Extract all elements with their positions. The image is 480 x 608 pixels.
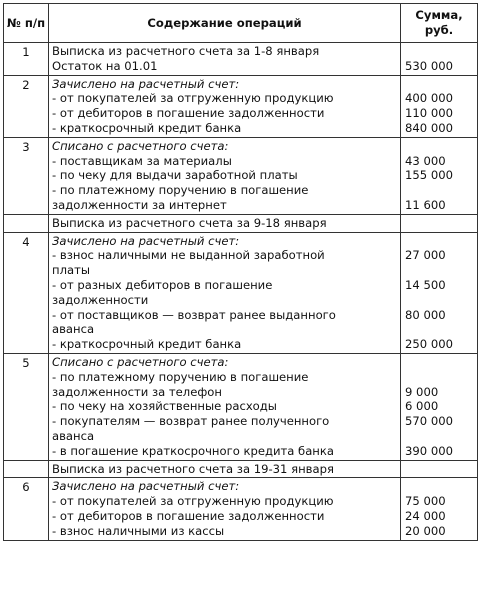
row-amount xyxy=(401,478,478,540)
amount-value: 27 000 xyxy=(405,248,446,263)
row-amount xyxy=(401,137,478,214)
row-line: Выписка из расчетного счета за 1-8 января xyxy=(52,44,320,58)
row-line: аванса xyxy=(52,428,95,443)
row-amount xyxy=(401,214,478,232)
row-content xyxy=(49,478,401,540)
table-row xyxy=(4,478,478,540)
row-num: 2 xyxy=(4,75,49,137)
row-line: - взнос наличными из кассы xyxy=(52,523,225,538)
table-row xyxy=(4,137,478,214)
row-line: аванса xyxy=(52,322,95,337)
row-amount xyxy=(401,43,478,76)
row-num: 6 xyxy=(4,478,49,540)
row-num: 5 xyxy=(4,353,49,460)
row-line: - от дебиторов в погашение задолженности xyxy=(52,106,325,121)
row-content xyxy=(49,460,401,478)
row-content xyxy=(49,43,401,76)
table-row xyxy=(4,214,478,232)
row-amount xyxy=(401,232,478,353)
row-line: - от дебиторов в погашение задолженности xyxy=(52,508,325,523)
amount-value: 43 000 xyxy=(405,153,446,168)
row-line: - по чеку на хозяйственные расходы xyxy=(52,399,277,414)
amount-value: 14 500 xyxy=(405,277,446,292)
row-line: Остаток на 01.01 xyxy=(52,58,158,73)
row-line: - от разных дебиторов в погашение xyxy=(52,277,273,292)
row-line: платы xyxy=(52,263,91,278)
row-num xyxy=(4,460,49,478)
row-line: Выписка из расчетного счета за 9-18 января xyxy=(52,215,327,230)
table-row xyxy=(4,353,478,460)
header-sum: Сумма, руб. xyxy=(401,4,478,43)
amount-value: 110 000 xyxy=(405,106,453,121)
amount-value: 24 000 xyxy=(405,508,446,523)
row-line: - по платежному поручению в погашение xyxy=(52,369,309,384)
amount-value: 530 000 xyxy=(405,58,453,73)
row-amount xyxy=(401,75,478,137)
row-num: 3 xyxy=(4,137,49,214)
amount-value: 155 000 xyxy=(405,168,453,183)
row-title: Списано с расчетного счета: xyxy=(52,138,229,153)
amount-value: 390 000 xyxy=(405,443,453,458)
row-num: 1 xyxy=(4,43,49,76)
row-line: - от покупателей за отгруженную продукцию xyxy=(52,494,334,509)
row-line: - по чеку для выдачи заработной платы xyxy=(52,168,298,183)
row-title: Списано с расчетного счета: xyxy=(52,354,229,369)
row-line: - от покупателей за отгруженную продукцию xyxy=(52,91,334,106)
row-line: - поставщикам за материалы xyxy=(52,153,232,168)
operations-table xyxy=(3,3,478,541)
row-line: - краткосрочный кредит банка xyxy=(52,337,242,352)
row-title: Зачислено на расчетный счет: xyxy=(52,479,240,494)
row-content xyxy=(49,232,401,353)
amount-value: 840 000 xyxy=(405,120,453,135)
table-row xyxy=(4,43,478,76)
row-num: 4 xyxy=(4,232,49,353)
header-content: Содержание операций xyxy=(49,4,401,43)
row-line: Выписка из расчетного счета за 19-31 января xyxy=(52,461,334,476)
table-row xyxy=(4,460,478,478)
amount-value: 6 000 xyxy=(405,399,439,414)
row-line: задолженности xyxy=(52,292,149,307)
row-content xyxy=(49,214,401,232)
amount-value: 75 000 xyxy=(405,494,446,509)
amount-value: 250 000 xyxy=(405,337,453,352)
row-content xyxy=(49,75,401,137)
row-line: - взнос наличными не выданной заработной xyxy=(52,248,325,263)
row-line: задолженности за интернет xyxy=(52,197,227,212)
row-title: Зачислено на расчетный счет: xyxy=(52,76,240,91)
row-line: - от поставщиков — возврат ранее выданного xyxy=(52,307,336,322)
table-row xyxy=(4,232,478,353)
amount-value: 80 000 xyxy=(405,307,446,322)
table-header-row xyxy=(4,4,478,43)
amount-value: 570 000 xyxy=(405,414,453,429)
row-content xyxy=(49,353,401,460)
amount-value: 9 000 xyxy=(405,384,439,399)
amount-value: 20 000 xyxy=(405,523,446,538)
row-line: - покупателям — возврат ранее полученного xyxy=(52,414,330,429)
amount-value xyxy=(405,183,474,198)
row-line: - по платежному поручению в погашение xyxy=(52,183,309,198)
row-line: задолженности за телефон xyxy=(52,384,222,399)
row-num xyxy=(4,214,49,232)
row-title: Зачислено на расчетный счет: xyxy=(52,233,240,248)
row-amount xyxy=(401,460,478,478)
row-amount xyxy=(401,353,478,460)
amount-value: 11 600 xyxy=(405,197,446,212)
row-line: - в погашение краткосрочного кредита банка xyxy=(52,443,334,458)
table-row xyxy=(4,75,478,137)
row-line: - краткосрочный кредит банка xyxy=(52,120,242,135)
row-content xyxy=(49,137,401,214)
amount-value: 400 000 xyxy=(405,91,453,106)
header-num: № п/п xyxy=(4,4,49,43)
